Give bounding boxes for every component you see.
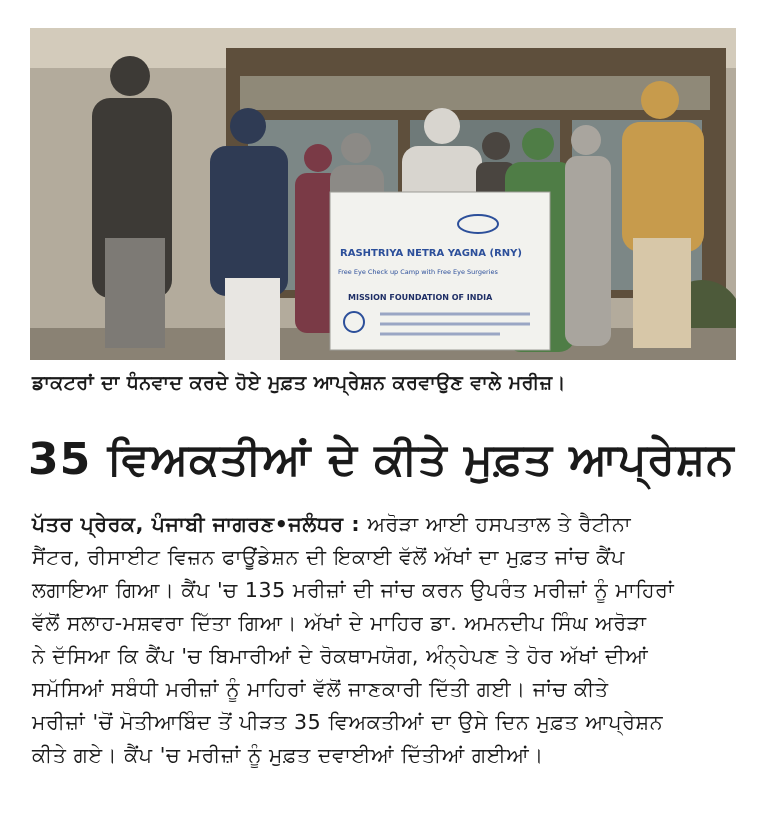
photo-caption: ਡਾਕਟਰਾਂ ਦਾ ਧੰਨਵਾਦ ਕਰਦੇ ਹੋਏ ਮੁਫ਼ਤ ਆਪ੍ਰੇਸ਼ਨ ਕਰਵਾਉਣ ਵਾਲੇ ਮਰੀਜ਼। [32,372,566,394]
body-line: ਨੇ ਦੱਸਿਆ ਕਿ ਕੈਂਪ 'ਚ ਬਿਮਾਰੀਆਂ ਦੇ ਰੋਕਥਾਮਯੋਗ, ਅੰਨ੍ਹੇਪਣ ਤੇ ਹੋਰ ਅੱਖਾਂ ਦੀਆਂ [32,644,649,668]
body-line-text: ਅਰੋੜਾ ਆਈ ਹਸਪਤਾਲ ਤੇ ਰੈਟੀਨਾ [367,512,632,536]
byline: ਪੱਤਰ ਪ੍ਰੇਰਕ, ਪੰਜਾਬੀ ਜਾਗਰਣ [32,512,275,536]
news-photo [30,28,736,360]
body-line: ਸਮੱਸਿਆਂ ਸਬੰਧੀ ਮਰੀਜ਼ਾਂ ਨੂੰ ਮਾਹਿਰਾਂ ਵੱਲੋਂ ਜਾਣਕਾਰੀ ਦਿੱਤੀ ਗਈ। ਜਾਂਚ ਕੀਤੇ [32,677,609,701]
patients-group-photo [30,28,736,360]
body-line: ਸੈਂਟਰ, ਰੀਸਾਈਟ ਵਿਜ਼ਨ ਫਾਊਂਡੇਸ਼ਨ ਦੀ ਇਕਾਈ ਵੱਲੋਂ ਅੱਖਾਂ ਦਾ ਮੁਫ਼ਤ ਜਾਂਚ ਕੈਂਪ [32,545,625,569]
body-line: ਮਰੀਜ਼ਾਂ 'ਚੋਂ ਮੋਤੀਆਬਿੰਦ ਤੋਂ ਪੀੜਤ 35 ਵਿਅਕਤੀਆਂ ਦਾ ਉਸੇ ਦਿਨ ਮੁਫ਼ਤ ਆਪ੍ਰੇਸ਼ਨ [32,710,664,734]
body-line: ਵੱਲੋਂ ਸਲਾਹ-ਮਸ਼ਵਰਾ ਦਿੱਤਾ ਗਿਆ। ਅੱਖਾਂ ਦੇ ਮਾਹਿਰ ਡਾ. ਅਮਨਦੀਪ ਸਿੰਘ ਅਰੋੜਾ [32,611,647,635]
dateline: ਜਲੰਧਰ : [288,512,361,536]
article-headline: 35 ਵਿਅਕਤੀਆਂ ਦੇ ਕੀਤੇ ਮੁਫ਼ਤ ਆਪ੍ਰੇਸ਼ਨ [28,434,735,485]
dateline-dot-icon: • [274,512,289,536]
banner-line-1: RASHTRIYA NETRA YAGNA (RNY) [340,248,522,259]
body-line: ਲਗਾਇਆ ਗਿਆ। ਕੈਂਪ 'ਚ 135 ਮਰੀਜ਼ਾਂ ਦੀ ਜਾਂਚ ਕਰਨ ਉਪਰੰਤ ਮਰੀਜ਼ਾਂ ਨੂੰ ਮਾਹਿਰਾਂ [32,578,675,602]
body-line [32,508,744,541]
banner-line-2: Free Eye Check up Camp with Free Eye Surgeries [338,268,498,276]
banner-line-3: MISSION FOUNDATION OF INDIA [348,293,493,302]
body-line: ਕੀਤੇ ਗਏ। ਕੈਂਪ 'ਚ ਮਰੀਜ਼ਾਂ ਨੂੰ ਮੁਫ਼ਤ ਦਵਾਈਆਂ ਦਿੱਤੀਆਂ ਗਈਆਂ। [32,743,544,767]
article-body [32,508,744,772]
